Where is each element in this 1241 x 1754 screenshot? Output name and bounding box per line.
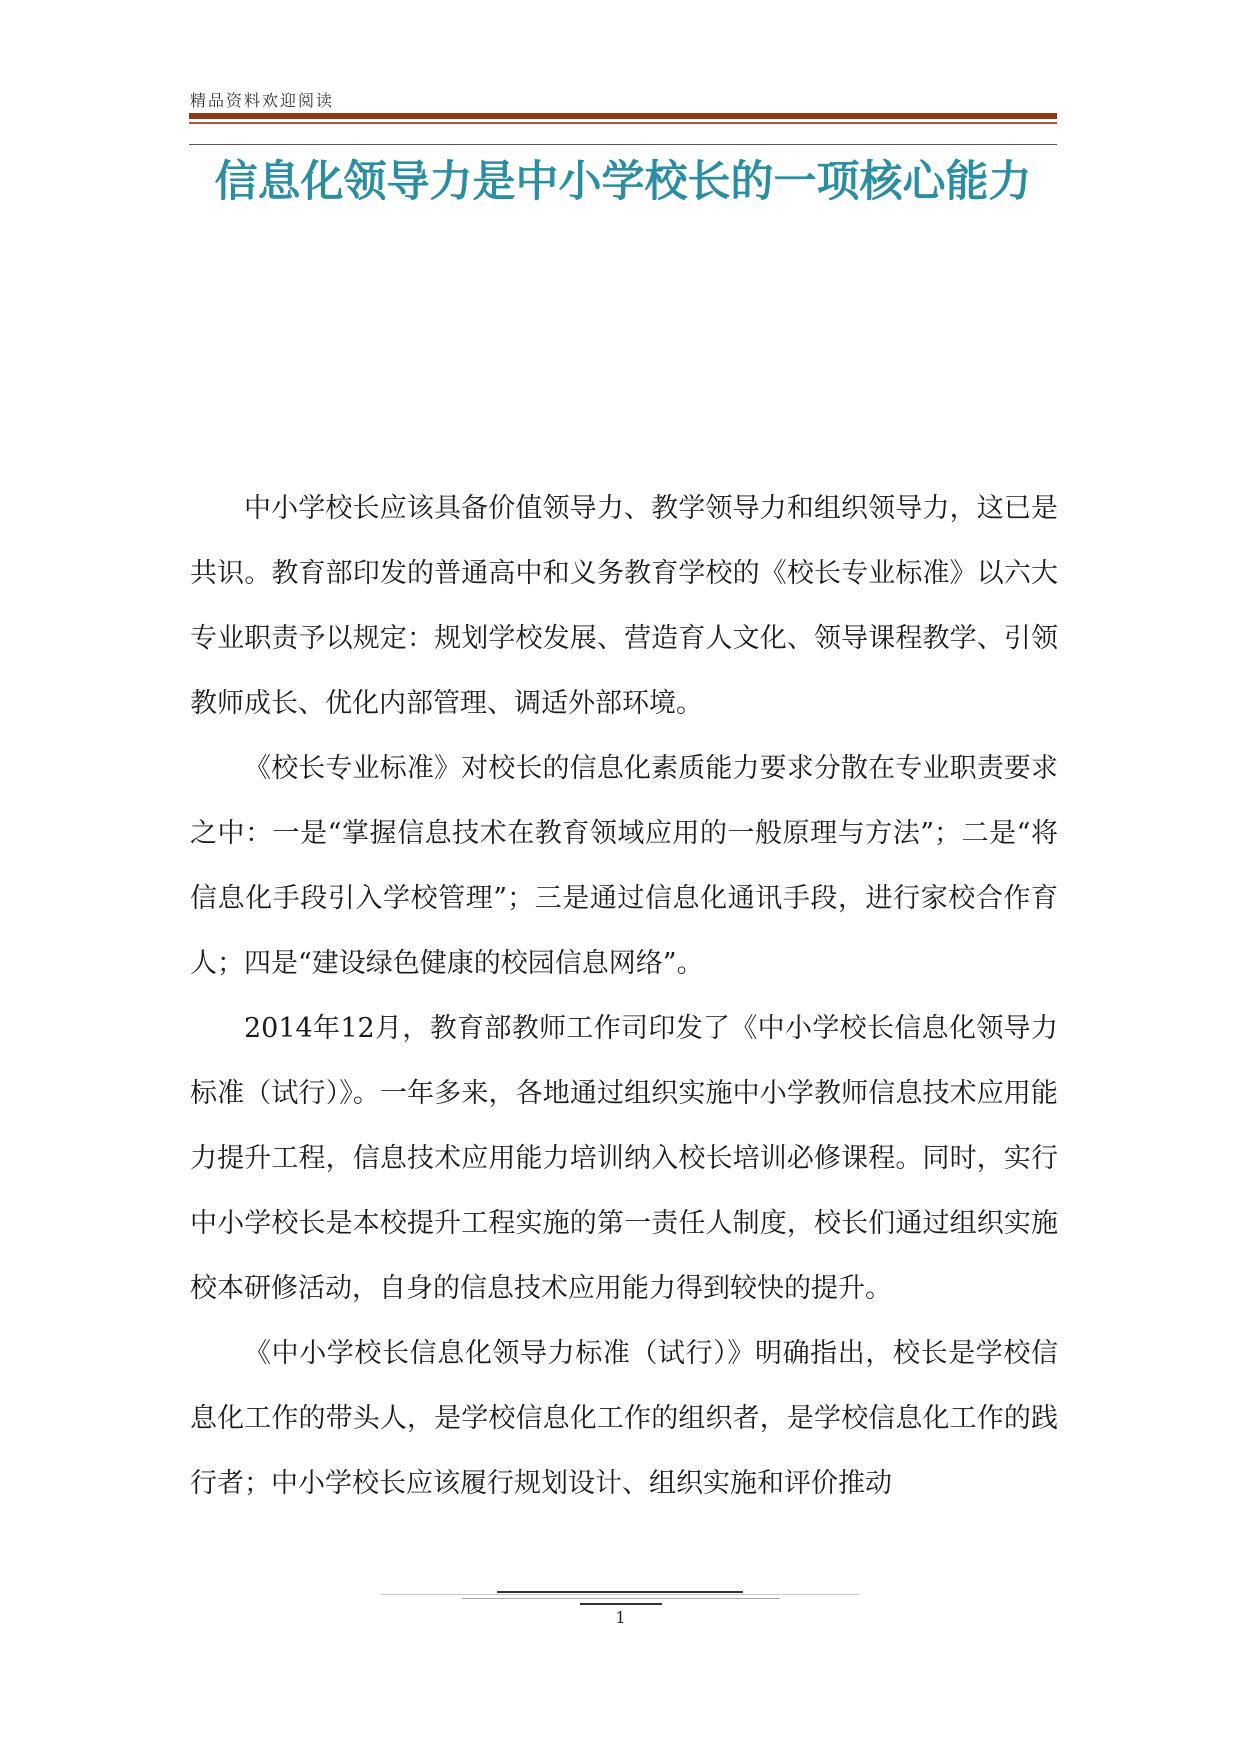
header-text: 精品资料欢迎阅读: [190, 91, 335, 110]
footer-rule-main: [497, 1591, 743, 1593]
header-rule-bottom: [189, 144, 1057, 145]
document-body: [190, 476, 1058, 1516]
footer-rule-short: [580, 1603, 662, 1605]
header-rule-thick: [189, 113, 1057, 119]
header-rule-thin: [189, 122, 1057, 124]
paragraph-2: 《校长专业标准》对校长的信息化素质能力要求分散在专业职责要求之中：一是“掌握信息技术在教育领域应用的一般原理与方法”；二是“将信息化手段引入学校管理”；三是通过信息化通讯手段，进行家校合作育人；四是“建设绿色健康的校园信息网络”。: [190, 753, 1058, 979]
paragraph-1: 中小学校长应该具备价值领导力、教学领导力和组织领导力，这已是共识。教育部印发的普通高中和义务教育学校的《校长专业标准》以六大专业职责予以规定：规划学校发展、营造育人文化、领导课程教学、引领教师成长、优化内部管理、调适外部环境。: [190, 493, 1058, 719]
page-number: 1: [615, 1608, 626, 1627]
paragraph-3: 2014年12月，教育部教师工作司印发了《中小学校长信息化领导力标准（试行）》。一年多来，各地通过组织实施中小学教师信息技术应用能力提升工程，信息技术应用能力培训纳入校长培训必修课程。同时，实行中小学校长是本校提升工程实施的第一责任人制度，校长们通过组织实施校本研修活动，自身的信息技术应用能力得到较快的提升。: [190, 1013, 1058, 1304]
footer-rule-outer: [380, 1594, 860, 1595]
footer-rule-inner: [462, 1598, 780, 1599]
paragraph-4: 《中小学校长信息化领导力标准（试行）》明确指出，校长是学校信息化工作的带头人，是学校信息化工作的组织者，是学校信息化工作的践行者；中小学校长应该履行规划设计、组织实施和评价推动: [190, 1338, 1058, 1499]
document-title: 信息化领导力是中小学校长的一项核心能力: [214, 157, 1032, 207]
